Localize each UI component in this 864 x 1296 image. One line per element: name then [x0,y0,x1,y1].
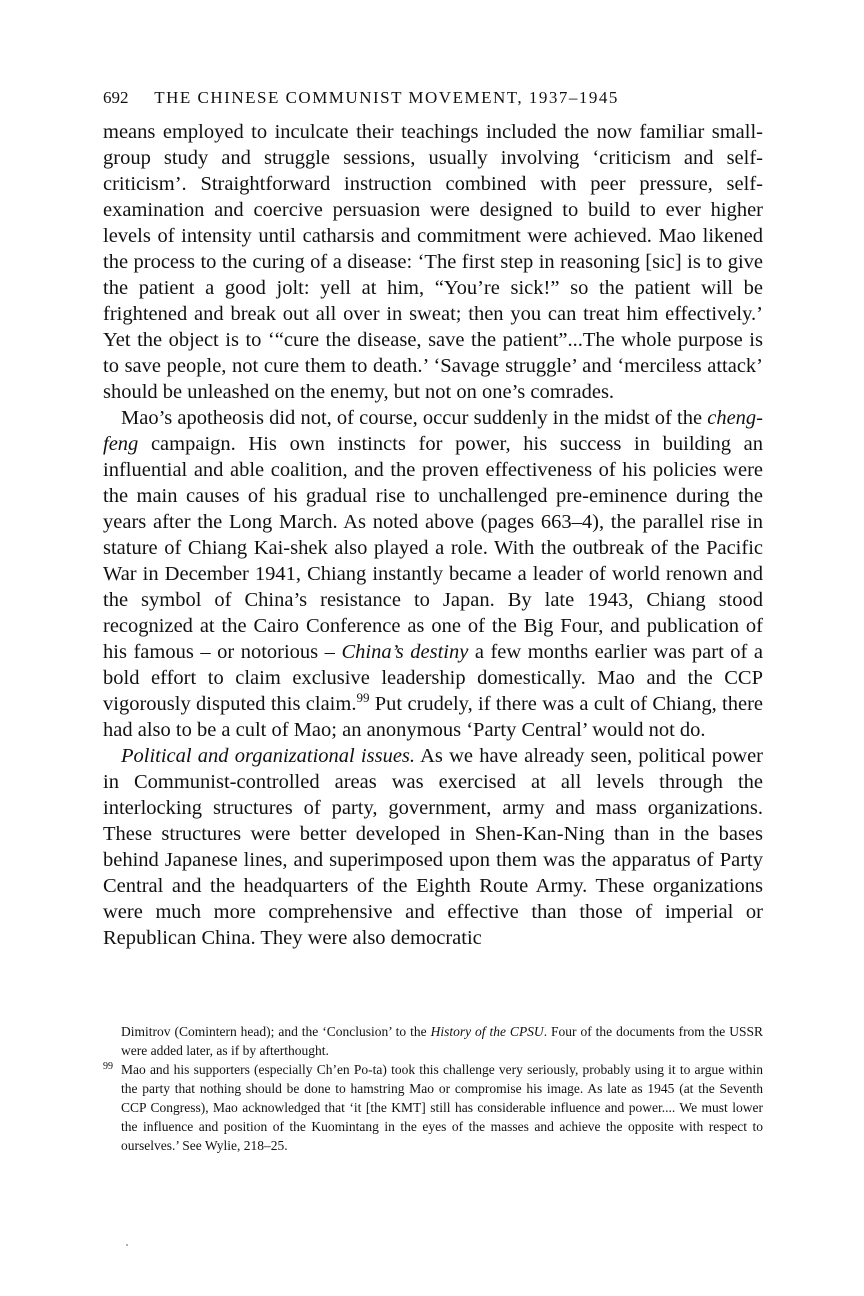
footnotes [103,1022,763,1155]
paragraph-text: a few months earlier was part of a bold effort to claim exclusive leadership domestically. Mao and the CCP vigorously disputed this claim. [103,641,763,715]
footnote-99 [103,1060,763,1155]
footnote-text: Dimitrov (Comintern head); and the ‘Conclusion’ to the [121,1024,431,1039]
paragraph [103,405,763,743]
section-run-in-heading: Political and organizational issues. [121,745,416,767]
running-title: THE CHINESE COMMUNIST MOVEMENT, 1937–1945 [154,88,619,107]
footnote-text: Mao and his supporters (especially Ch’en Po-ta) took this challenge very seriously, probably using it to argue within the party that nothing should be done to hamstring Mao or compromise his image. As late as 1945 (at the Seventh CCP Congress), Mao acknowledged that ‘it [the KMT] still has considerable influence and power.... We must lower the influence and position of the Kuomintang in the eyes of the masses and achieve the opposite with respect to ourselves.’ See Wylie, 218–25. [121,1062,763,1153]
paragraph-continued [103,119,763,405]
running-head [103,88,763,114]
paragraph-text: Put crudely, if there was a cult of Chiang, there had also to be a cult of Mao; an anonymous ‘Party Central’ would not do. [103,693,763,741]
paragraph-text: campaign. His own instincts for power, his success in building an influential and able coalition, and the proven effectiveness of his policies were the main causes of his gradual rise to unchallenged pre-eminence during the years after the Long March. As noted above (pages 663–4), the parallel rise in stature of Chiang Kai-shek also played a role. With the outbreak of the Pacific War in December 1941, Chiang instantly became a leader of world renown and the symbol of China’s resistance to Japan. By late 1943, Chiang stood recognized at the Cairo Conference as one of the Big Four, and publication of his famous – or notorious – [103,433,763,663]
italic-term: cheng-feng [103,407,763,455]
footnote-continued [103,1022,763,1060]
book-title: China’s destiny [341,641,469,663]
page-number: 692 [103,88,129,107]
paragraph-text: As we have already seen, political power in Communist-controlled areas was exercised at all levels through the interlocking structures of party, government, army and mass organizations. These structures were better developed in Shen-Kan-Ning than in the bases behind Japanese lines, and superimposed upon them was the apparatus of Party Central and the headquarters of the Eighth Route Army. These organizations were much more comprehensive and effective than those of imperial or Republican China. They were also democratic [103,745,763,949]
paragraph-text: means employed to inculcate their teachings included the now familiar small-group study and struggle sessions, usually involving ‘criticism and self-criticism’. Straightforward instruction combined with peer pressure, self-examination and coercive persuasion were designed to build to ever higher levels of intensity until catharsis and commitment were achieved. Mao likened the process to the curing of a disease: ‘The first step in reasoning [sic] is to give the patient a good jolt: yell at him, “You’re sick!” so the patient will be frightened and break out all over in sweat; then you can treat him effectively.’ Yet the object is to ‘“cure the disease, save the patient”...The whole purpose is to save people, not cure them to death.’ ‘Savage struggle’ and ‘merciless attack’ should be unleashed on the enemy, but not on one’s comrades. [103,121,763,403]
paragraph-text: Mao’s apotheosis did not, of course, occur suddenly in the midst of the [121,407,708,429]
body-text [103,119,763,951]
footnote-reference: 99 [356,690,370,706]
print-speck [126,1244,128,1246]
footnote-text: . Four of the documents from the USSR were added later, as if by afterthought. [121,1024,763,1058]
paragraph [103,743,763,951]
book-title: History of the CPSU [430,1024,544,1039]
footnote-marker: 99 [103,1061,113,1072]
